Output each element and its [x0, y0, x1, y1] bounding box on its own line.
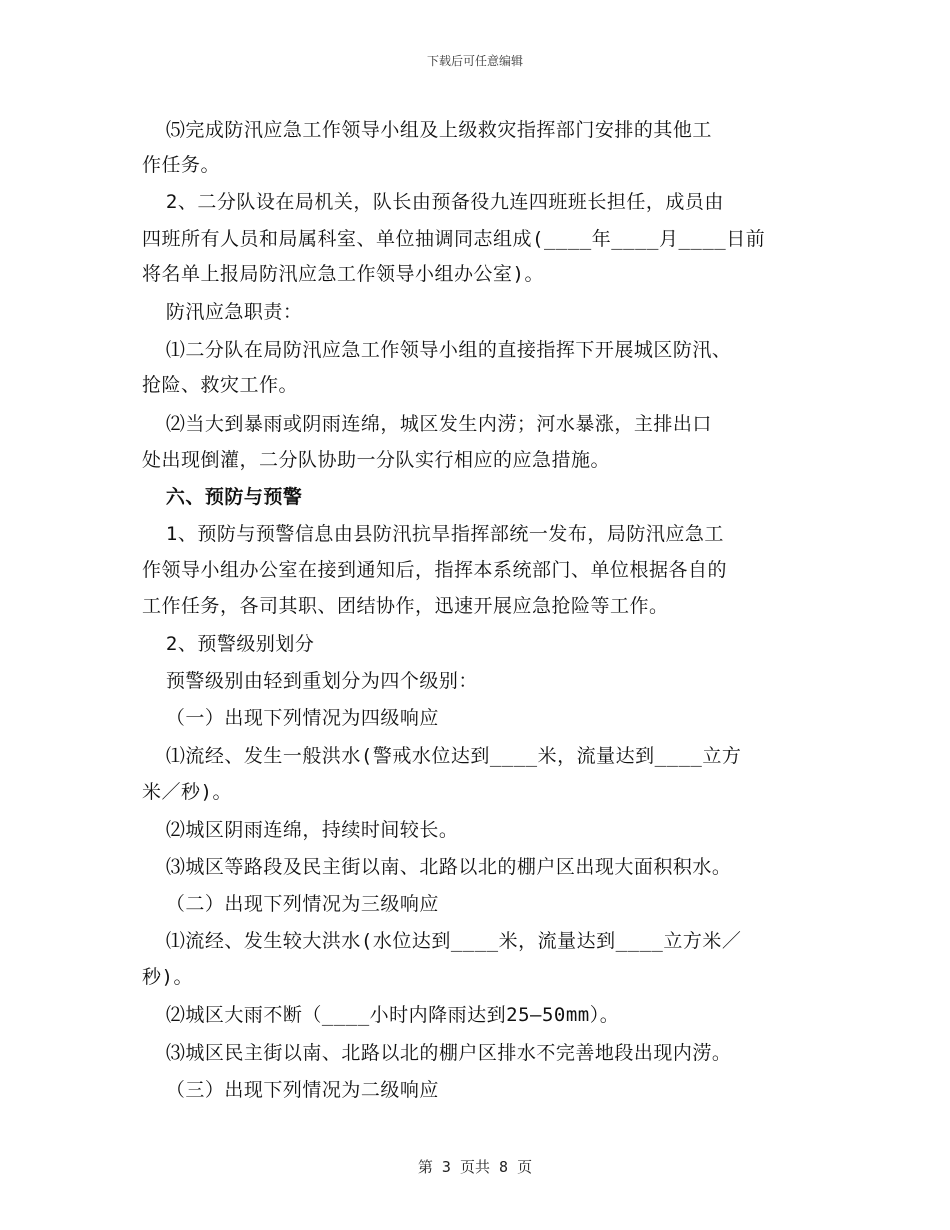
paragraph-line: 四班所有人员和局属科室、单位抽调同志组成(____年____月____日前 — [142, 228, 766, 250]
paragraph-line: 处出现倒灌，二分队协助一分队实行相应的应急措施。 — [142, 449, 611, 471]
paragraph-line: ⑶城区民主街以南、北路以北的棚户区排水不完善地段出现内涝。 — [142, 1042, 732, 1064]
paragraph-line: 作领导小组办公室在接到通知后，指挥本系统部门、单位根据各自的 — [142, 559, 728, 581]
paragraph-line: 米／秒)。 — [142, 781, 232, 803]
paragraph-line: ⑴流经、发生较大洪水(水位达到____米，流量达到____立方米／ — [142, 930, 742, 952]
paragraph-line: 作任务。 — [142, 154, 221, 176]
paragraph-line: ⑸完成防汛应急工作领导小组及上级救灾指挥部门安排的其他工 — [142, 119, 712, 141]
paragraph-line: 1、预防与预警信息由县防汛抗旱指挥部统一发布，局防汛应急工 — [142, 523, 724, 545]
paragraph-line: ⑵城区阴雨连绵，持续时间较长。 — [142, 819, 459, 841]
paragraph-line: ⑴流经、发生一般洪水(警戒水位达到____米，流量达到____立方 — [142, 745, 742, 767]
paragraph-line: （三）出现下列情况为二级响应 — [142, 1079, 439, 1101]
paragraph-line: 2、预警级别划分 — [142, 633, 315, 655]
paragraph-line: 抢险、救灾工作。 — [142, 374, 299, 396]
paragraph-line: ⑴二分队在局防汛应急工作领导小组的直接指挥下开展城区防汛、 — [142, 339, 732, 361]
paragraph-line: （一）出现下列情况为四级响应 — [142, 707, 439, 729]
paragraph-line: （二）出现下列情况为三级响应 — [142, 893, 439, 915]
paragraph-line: 预警级别由轻到重划分为四个级别： — [142, 670, 478, 692]
paragraph-line: ⑵城区大雨不断（____小时内降雨达到25—50mm）。 — [142, 1004, 620, 1026]
paragraph-line: ⑵当大到暴雨或阴雨连绵，城区发生内涝；河水暴涨，主排出口 — [142, 413, 712, 435]
paragraph-line: 工作任务，各司其职、团结协作，迅速开展应急抢险等工作。 — [142, 595, 669, 617]
paragraph-line: 将名单上报局防汛应急工作领导小组办公室)。 — [142, 263, 544, 285]
paragraph-line: 秒)。 — [142, 966, 193, 988]
paragraph-line: 防汛应急职责： — [142, 301, 303, 323]
page-footer: 第 3 页共 8 页 — [417, 1158, 533, 1176]
paragraph-line: 2、二分队设在局机关，队长由预备役九连四班班长担任，成员由 — [142, 191, 724, 213]
page-header: 下载后可任意编辑 — [426, 54, 523, 68]
paragraph-line: ⑶城区等路段及民主街以南、北路以北的棚户区出现大面积积水。 — [142, 856, 732, 878]
section-heading: 六、预防与预警 — [142, 486, 303, 508]
